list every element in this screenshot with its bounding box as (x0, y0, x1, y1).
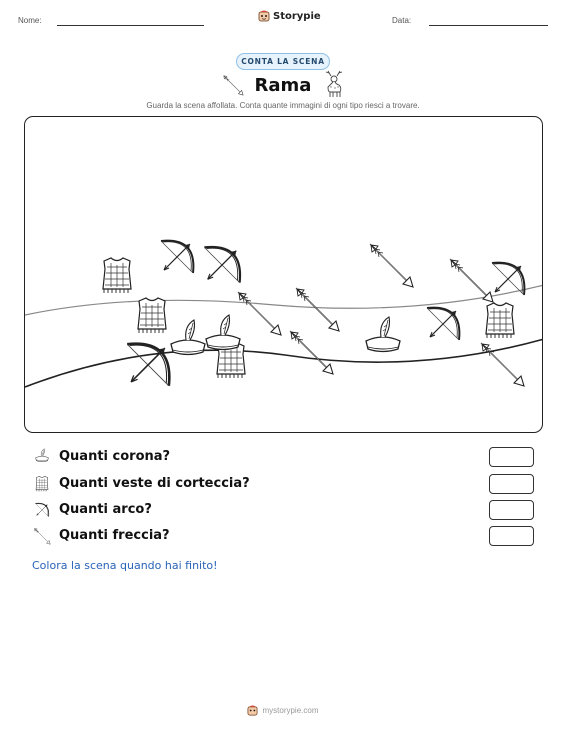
answer-box-bow[interactable] (489, 500, 534, 520)
brand-logo (258, 10, 321, 22)
crown-2 (206, 315, 240, 350)
arrow-3 (291, 332, 333, 374)
bow-3 (127, 344, 169, 386)
storypie-logo-icon (258, 10, 270, 22)
arrow-6 (482, 344, 524, 386)
activity-badge: CONTA LA SCENA (236, 53, 330, 70)
counting-scene (24, 116, 543, 433)
date-line[interactable] (429, 25, 548, 26)
arrow-1 (239, 293, 281, 335)
arrow-icon (33, 527, 51, 545)
arrow-5 (451, 260, 493, 302)
bark-vest-2 (138, 298, 166, 333)
bow-1 (161, 241, 193, 273)
date-label: Data: (392, 16, 412, 25)
bow-5 (492, 263, 524, 295)
coloring-note: Colora la scena quando hai finito! (32, 559, 218, 572)
storypie-logo-icon (247, 705, 258, 716)
answer-box-crown[interactable] (489, 447, 534, 467)
name-label: Nome: (18, 16, 42, 25)
bow-2 (204, 247, 240, 283)
crown-1 (171, 320, 205, 355)
bark-vest-icon (33, 475, 51, 493)
question-row-bow (33, 500, 533, 522)
site-url[interactable]: mystorypie.com (262, 706, 319, 715)
arrow-4 (371, 245, 413, 287)
question-text: Quanti arco? (59, 502, 152, 517)
deer-icon (322, 70, 346, 98)
bark-vest-1 (103, 258, 131, 293)
name-line[interactable] (57, 25, 204, 26)
crown-3 (366, 317, 400, 352)
question-text: Quanti veste di corteccia? (59, 476, 250, 491)
question-row-bark-vest (33, 474, 533, 496)
question-text: Quanti corona? (59, 449, 171, 464)
instructions: Guarda la scena affollata. Conta quante immagini di ogni tipo riesci a trovare. (146, 101, 420, 110)
question-text: Quanti freccia? (59, 528, 170, 543)
page-title: Rama (254, 75, 312, 96)
bark-vest-4 (486, 303, 514, 338)
brand-name: Storypie (273, 10, 321, 22)
bow-icon (33, 501, 51, 519)
answer-box-arrow[interactable] (489, 526, 534, 546)
question-row-arrow (33, 526, 533, 548)
site-footer (0, 705, 566, 716)
arrow-2 (297, 289, 339, 331)
hill-line-front (25, 339, 543, 387)
crown-icon (33, 448, 51, 466)
question-row-crown (33, 447, 533, 469)
bow-4 (427, 308, 459, 340)
answer-box-bark-vest[interactable] (489, 474, 534, 494)
